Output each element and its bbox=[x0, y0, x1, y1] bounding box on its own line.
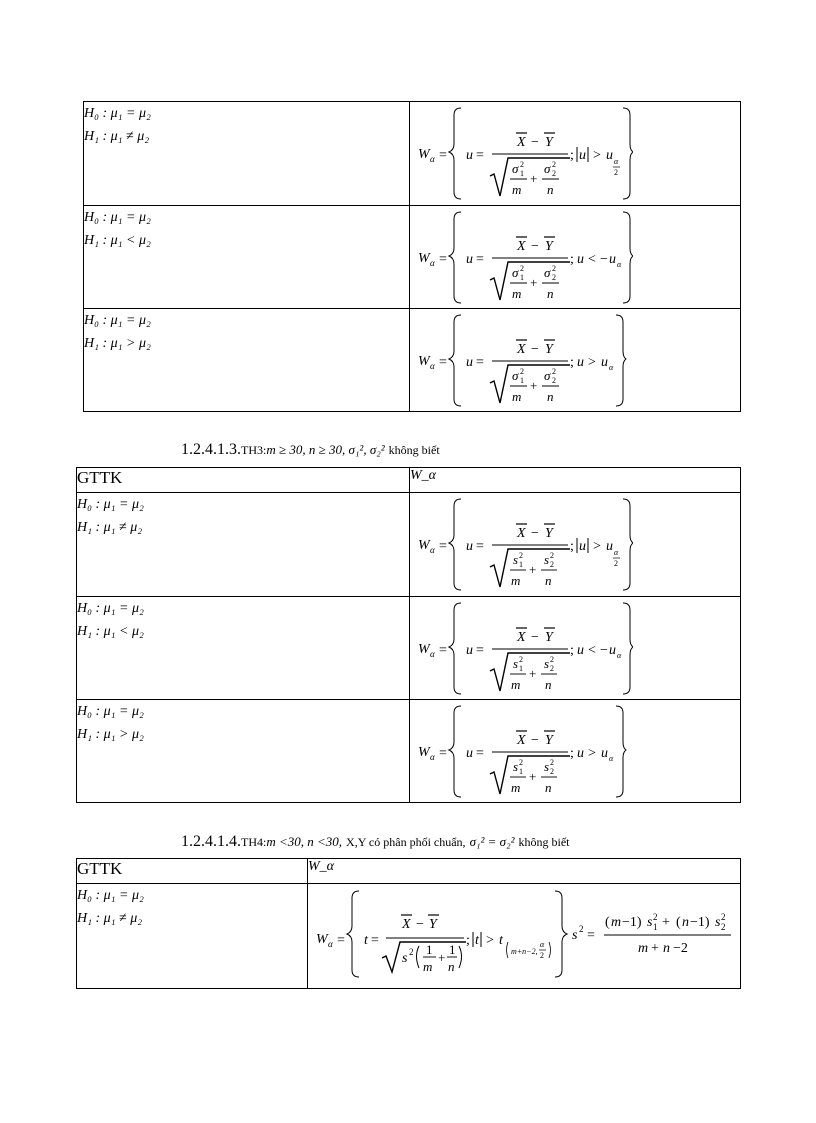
svg-text:α: α bbox=[540, 940, 545, 949]
table-th4 bbox=[76, 858, 741, 989]
svg-text:1: 1 bbox=[426, 942, 433, 957]
formula-right-sided-s bbox=[418, 700, 633, 803]
formula-left-sided-sigma bbox=[418, 206, 633, 309]
svg-text:t: t bbox=[364, 933, 368, 948]
svg-text:s: s bbox=[402, 951, 408, 966]
table-row bbox=[77, 493, 741, 597]
heading-condition: m ≥ 30, n ≥ 30, σ₁², σ₂² bbox=[266, 442, 385, 457]
hypothesis-cell bbox=[77, 493, 410, 597]
rejection-region-cell bbox=[410, 206, 741, 309]
column-header-w-alpha: W_α bbox=[308, 859, 741, 884]
hypothesis-cell bbox=[84, 102, 410, 206]
svg-text:>: > bbox=[486, 933, 494, 948]
svg-text:+: + bbox=[662, 915, 670, 930]
heading-case: TH3: bbox=[241, 443, 267, 457]
svg-text:1: 1 bbox=[653, 922, 658, 932]
heading-mid: X,Y có phân phối chuẩn, bbox=[346, 835, 466, 849]
h0-label: H₀ : μ₁ = μ₂ bbox=[77, 497, 144, 512]
rejection-region-cell bbox=[410, 493, 741, 597]
svg-text:X: X bbox=[402, 917, 411, 932]
svg-text:s: s bbox=[715, 915, 721, 930]
rejection-region-cell bbox=[410, 700, 741, 803]
table-th2 bbox=[83, 101, 741, 412]
svg-text:t: t bbox=[475, 933, 479, 948]
rejection-region-cell bbox=[410, 597, 741, 700]
hypothesis-cell bbox=[77, 597, 410, 700]
table-row bbox=[77, 700, 741, 803]
section-heading-th3 bbox=[181, 441, 440, 459]
h0-label: H₀ : μ₁ = μ₂ bbox=[84, 210, 151, 225]
svg-text:m: m bbox=[423, 959, 433, 974]
svg-text:2: 2 bbox=[721, 922, 726, 932]
h1-label: H₁ : μ₁ < μ₂ bbox=[84, 233, 151, 248]
svg-text:t: t bbox=[499, 933, 503, 948]
table-row bbox=[84, 102, 741, 206]
h1-label: H₁ : μ₁ > μ₂ bbox=[84, 336, 151, 351]
section-heading-th4 bbox=[181, 833, 570, 851]
table-row bbox=[84, 309, 741, 412]
formula-two-sided-sigma bbox=[418, 102, 633, 206]
svg-text:s: s bbox=[647, 915, 653, 930]
svg-text:−: − bbox=[416, 917, 424, 932]
svg-text:=: = bbox=[587, 928, 595, 943]
formula-pooled-t bbox=[316, 884, 741, 989]
svg-text:m: m bbox=[611, 915, 622, 930]
svg-text:2: 2 bbox=[721, 912, 726, 922]
column-header-w-alpha: W_α bbox=[410, 468, 741, 493]
rejection-region-cell bbox=[410, 102, 741, 206]
svg-text:=: = bbox=[337, 933, 345, 948]
table-row bbox=[77, 597, 741, 700]
svg-text:W: W bbox=[316, 932, 328, 947]
table-row bbox=[77, 884, 741, 989]
svg-text:α: α bbox=[328, 939, 333, 949]
h0-label: H₀ : μ₁ = μ₂ bbox=[84, 313, 151, 328]
heading-tail: không biết bbox=[518, 835, 570, 849]
heading-equality: σ₁² = σ₂² bbox=[469, 834, 515, 849]
svg-text:m: m bbox=[638, 941, 649, 956]
column-header-gttk: GTTK bbox=[77, 859, 308, 884]
h0-label: H₀ : μ₁ = μ₂ bbox=[77, 601, 144, 616]
rejection-region-cell bbox=[410, 309, 741, 412]
h0-label: H₀ : μ₁ = μ₂ bbox=[77, 704, 144, 719]
h0-label: H₀ : μ₁ = μ₂ bbox=[84, 106, 151, 121]
rejection-region-cell bbox=[308, 884, 741, 989]
hypothesis-cell bbox=[77, 884, 308, 989]
svg-text:=: = bbox=[371, 933, 379, 948]
table-row bbox=[84, 206, 741, 309]
column-header-gttk: GTTK bbox=[77, 468, 410, 493]
formula-two-sided-s bbox=[418, 493, 633, 597]
table-header-row bbox=[77, 468, 741, 493]
hypothesis-cell bbox=[84, 206, 410, 309]
svg-text:;: ; bbox=[466, 933, 470, 948]
svg-text:−1): −1) bbox=[622, 915, 642, 930]
svg-text:n: n bbox=[448, 959, 455, 974]
heading-number: 1.2.4.1.3. bbox=[181, 441, 241, 458]
svg-text:2: 2 bbox=[409, 947, 414, 957]
svg-text:n: n bbox=[682, 915, 689, 930]
heading-tail: không biết bbox=[388, 443, 440, 457]
formula-right-sided-sigma bbox=[418, 309, 633, 412]
h1-label: H₁ : μ₁ < μ₂ bbox=[77, 624, 144, 639]
svg-text:2: 2 bbox=[653, 912, 658, 922]
h1-label: H₁ : μ₁ ≠ μ₂ bbox=[84, 129, 150, 144]
svg-text:1: 1 bbox=[449, 942, 456, 957]
svg-text:n: n bbox=[663, 941, 670, 956]
heading-condition: m <30, n <30, bbox=[266, 834, 343, 849]
hypothesis-cell bbox=[84, 309, 410, 412]
svg-text:+: + bbox=[651, 941, 659, 956]
formula-left-sided-s bbox=[418, 597, 633, 700]
svg-text:2: 2 bbox=[540, 951, 544, 960]
hypothesis-cell bbox=[77, 700, 410, 803]
h1-label: H₁ : μ₁ ≠ μ₂ bbox=[77, 520, 143, 535]
h0-label: H₀ : μ₁ = μ₂ bbox=[77, 888, 144, 903]
h1-label: H₁ : μ₁ > μ₂ bbox=[77, 727, 144, 742]
svg-text:Y: Y bbox=[429, 917, 437, 932]
heading-number: 1.2.4.1.4. bbox=[181, 833, 241, 850]
heading-case: TH4: bbox=[241, 835, 267, 849]
svg-text:−2: −2 bbox=[673, 941, 688, 956]
svg-text:(: ( bbox=[605, 915, 610, 930]
svg-text:2: 2 bbox=[579, 924, 584, 934]
svg-text:m+n−2,: m+n−2, bbox=[511, 947, 538, 956]
h1-label: H₁ : μ₁ ≠ μ₂ bbox=[77, 911, 143, 926]
table-th3 bbox=[76, 467, 741, 803]
svg-text:s: s bbox=[572, 928, 578, 943]
svg-text:+: + bbox=[438, 950, 446, 965]
table-header-row bbox=[77, 859, 741, 884]
svg-text:−1): −1) bbox=[690, 915, 710, 930]
svg-text:(: ( bbox=[676, 915, 681, 930]
